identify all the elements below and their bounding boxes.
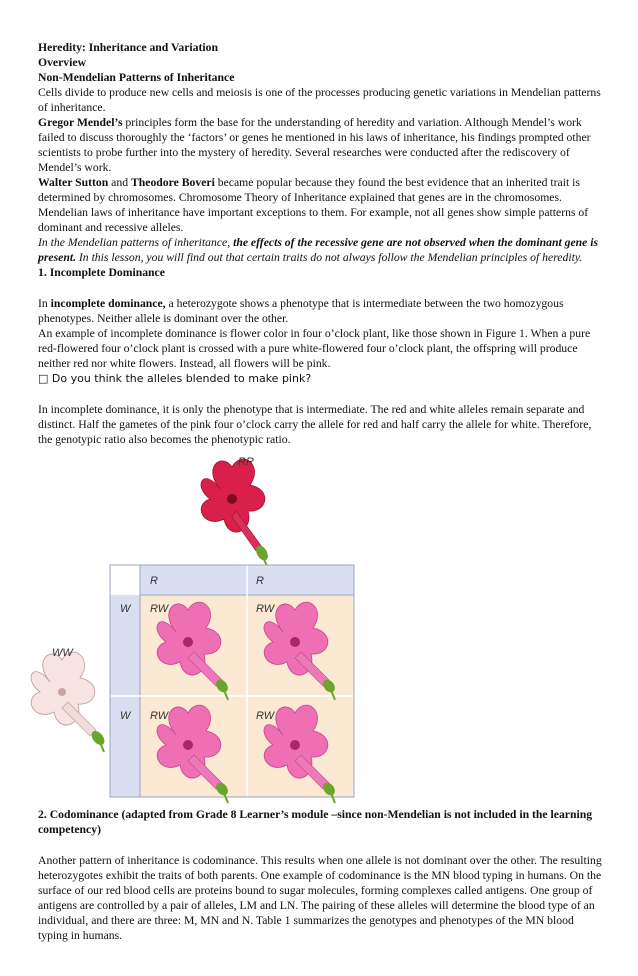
sutton-name: Walter Sutton [38,176,109,189]
punnett-grid [110,565,354,797]
paragraph-9: Another pattern of inheritance is codominance. This results when one allele is not dominant over the other. The resulting heterozygotes exhibit the traits of both parents. One example of codominance is the MN blood typing in humans. On the surface of our red blood cells are proteins bound to sugar molecules, forming complexes called antigens. One group of antigens are controlled by a pair of alleles, LM and LN. The pairing of these alleles will determine the blood type of an individual, and there are three: M, MN and N. Table 1 summarizes the genotypes and phenotypes of the MN blood typing in humans. [38,854,602,942]
section-subtitle: Non-Mendelian Patterns of Inheritance [38,71,235,84]
codominance-section [38,807,604,943]
paragraph-4: Mendelian laws of inheritance have important exceptions to them. For example, not all genes show simple patterns of dominant and recessive alleles. [38,206,589,234]
overview-heading: Overview [38,56,87,69]
paragraph-1: Cells divide to produce new cells and meiosis is one of the processes producing genetic variations in Mendelian patterns of inheritance. [38,86,601,114]
punnett-square-figure [30,455,370,805]
grid-corner [110,565,140,595]
paragraph-3-text: became popular because they found the best evidence that an inherited trait is determined by chromosomes. Chromosome Theory of Inheritance explained that genes are in the chromosomes. [38,176,580,204]
paragraph-3 [38,175,604,205]
cell-4-label: RW [256,710,275,722]
question-line: □ Do you think the alleles blended to make pink? [38,372,312,385]
row-header-2: W [120,710,131,722]
cell-1-label: RW [150,603,169,615]
mendel-name: Gregor Mendel’s [38,116,123,129]
paragraph-6-a: In [38,297,51,310]
paragraph-5-a: In the Mendelian patterns of inheritance, [38,236,234,249]
paragraph-6-bold: incomplete dominance, [50,297,166,310]
document-body [38,40,604,447]
heading-codominance: 2. Codominance (adapted from Grade 8 Learner’s module –since non-Mendelian is not included in the learning competency) [38,808,593,836]
white-parent-flower [31,652,107,752]
boveri-name: Theodore Boveri [130,176,215,189]
doc-title: Heredity: Inheritance and Variation [38,41,218,54]
paragraph-6-b: a heterozygote shows a phenotype that is intermediate between the two homozygous phenotypes. Neither allele is dominant over the other. [38,297,564,325]
paragraph-6 [38,296,604,326]
row-header-1: W [120,603,131,615]
cell-2-label: RW [256,603,275,615]
paragraph-2 [38,115,604,175]
red-parent-flower [201,459,270,569]
paragraph-5-bold: the effects of the recessive gene are not observed when the dominant gene is present. [38,236,599,264]
paragraph-5-b: In this lesson, you will find out that certain traits do not always follow the Mendelian principles of heredity. [75,251,583,264]
paragraph-5 [38,235,604,265]
cell-3-label: RW [150,710,169,722]
col-header-2: R [256,575,264,587]
heading-incomplete-dominance: 1. Incomplete Dominance [38,266,165,279]
parent-red-label: RR [238,456,254,468]
paragraph-7: An example of incomplete dominance is flower color in four o’clock plant, like those shown in Figure 1. When a pure red-flowered four o’clock plant is crossed with a pure white-flowered four o’clock plant, the offspring will produce neither red nor white flowers. Instead, all flowers will be pink. [38,327,591,370]
parent-white-label: WW [52,647,73,659]
and-text: and [108,176,131,189]
paragraph-2-text: principles form the base for the understanding of heredity and variation. Although Mendel’s work failed to discuss thoroughly the ‘factors’ or genes he mentioned in his laws of inheritance, his findings prompted other scientists to probe further into the mystery of heredity. Several researches were conducted after the rediscovery of Mendel’s work. [38,116,591,174]
col-header-1: R [150,575,158,587]
paragraph-8: In incomplete dominance, it is only the phenotype that is intermediate. The red and white alleles remain separate and distinct. Half the gametes of the pink four o’clock carry the allele for red and half carry the allele for white. Therefore, the genotypic ratio also becomes the phenotypic ratio. [38,403,592,446]
